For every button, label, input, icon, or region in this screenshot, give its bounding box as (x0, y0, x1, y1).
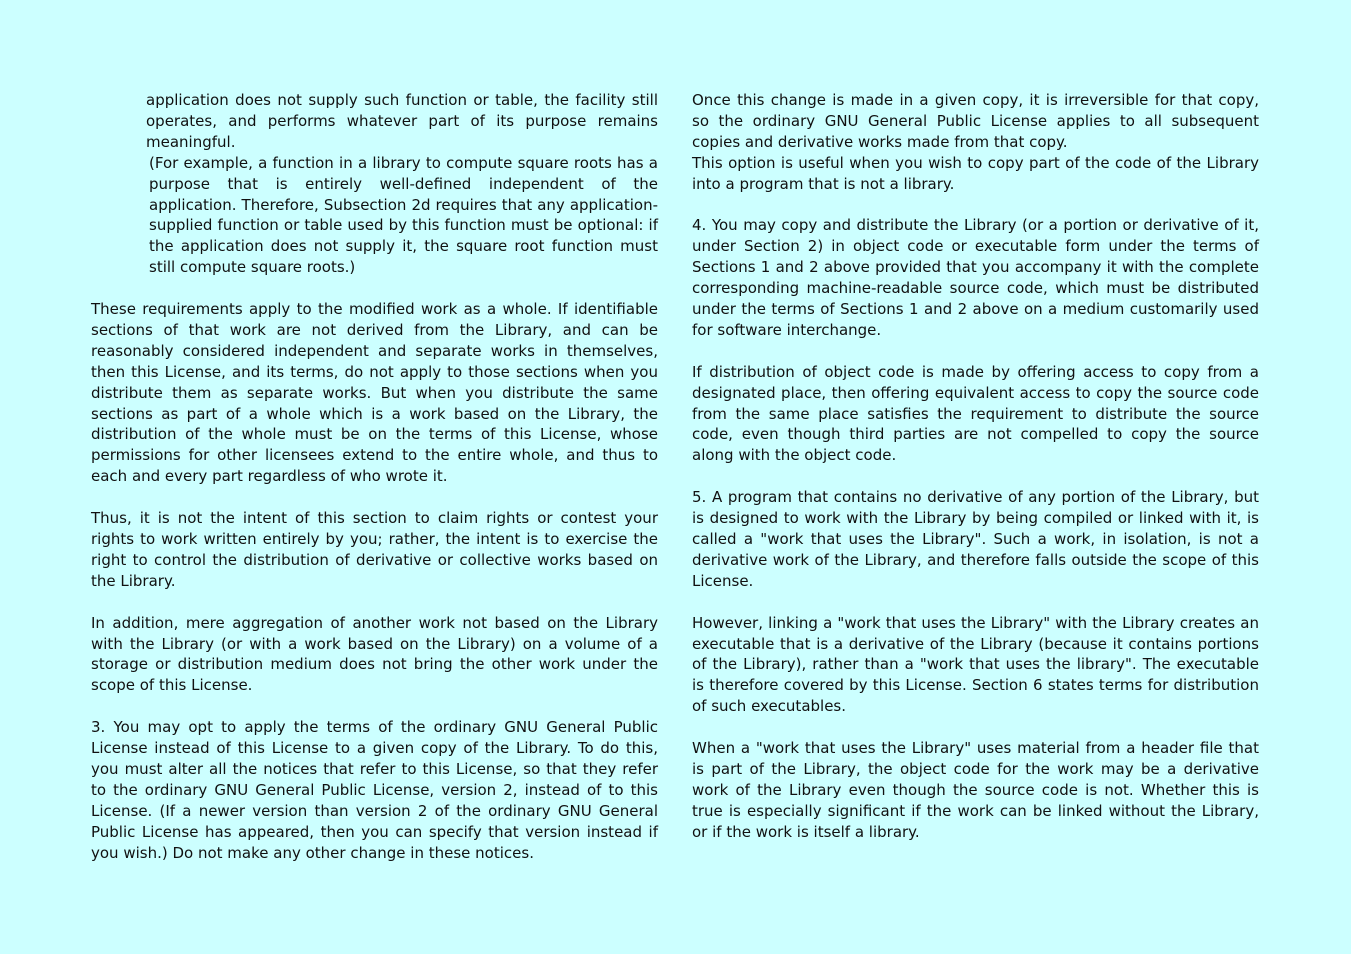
paragraph-section-3: 3. You may opt to apply the terms of the ordinary GNU General Public License instead of this License to a given copy of the Library. To do this, you must alter all the notices that refer to this License, so that they refer to the ordinary GNU General Public License, version 2, instead of to this License. (If a newer version than version 2 of the ordinary GNU General Public License has appeared, then you can specify that version instead if you wish.) Do not make any other change in these notices. (91, 718, 658, 862)
paragraph-irreversible-change: Once this change is made in a given copy, it is irreversible for that copy, so the ordinary GNU General Public License applies to all subsequent copies and derivative works made from that copy. (692, 91, 1259, 151)
paragraph-linking-executable: However, linking a "work that uses the Library" with the Library creates an executable that is a derivative of the Library (because it contains portions of the Library), rather than a "work that uses the library". The executable is therefore covered by this License. Section 6 states terms for distribution of such executables. (692, 613, 1259, 716)
paragraph-section-5: 5. A program that contains no derivative of any portion of the Library, but is designed to work with the Library by being compiled or linked with it, is called a "work that uses the Library". Such a work, in isolation, is not a derivative work of the Library, and therefore falls outside the scope of this License. (692, 488, 1259, 590)
right-column (692, 90, 1259, 863)
paragraph-requirements-apply: These requirements apply to the modified work as a whole. If identifiable sections of that work are not derived from the Library, and can be reasonably considered independent and separate works in themselves, then this License, and its terms, do not apply to those sections when you distribute them as separate works. But when you distribute the same sections as part of a whole which is a work based on the Library, the distribution of the whole must be on the terms of this License, whose permissions for other licensees extend to the entire whole, and thus to each and every part regardless of who wrote it. (91, 300, 658, 486)
paragraph-designated-place: If distribution of object code is made by offering access to copy from a designated place, then offering equivalent access to copy the source code from the same place satisfies the requirement to distribute the source code, even though third parties are not compelled to copy the source along with the object code. (692, 362, 1259, 465)
paragraph-option-useful: This option is useful when you wish to copy part of the code of the Library into a program that is not a library. (692, 153, 1259, 193)
paragraph-intent-of-section: Thus, it is not the intent of this section to claim rights or contest your rights to work written entirely by you; rather, the intent is to exercise the right to control the distribution of derivative or collective works based on the Library. (91, 509, 658, 590)
paragraph-header-file: When a "work that uses the Library" uses material from a header file that is part of the Library, the object code for the work may be a derivative work of the Library even though the source code is not. Whether this is true is especially significant if the work can be linked without the Library, or if the work is itself a library. (692, 739, 1259, 841)
left-column (91, 90, 658, 884)
paragraph-square-root-example: (For example, a function in a library to compute square roots has a purpose that is entirely well-defined independent of the application. Therefore, Subsection 2d requires that any application-supplied function or table used by this function must be optional: if the application does not supply it, the square root function must still compute square roots.) (149, 153, 658, 277)
paragraph-mere-aggregation: In addition, mere aggregation of another work not based on the Library with the Library (or with a work based on the Library) on a volume of a storage or distribution medium does not bring the other work under the scope of this License. (91, 613, 658, 695)
paragraph-facility-operates: application does not supply such function or table, the facility still operates, and performs whatever part of its purpose remains meaningful. (146, 91, 658, 151)
paragraph-section-4: 4. You may copy and distribute the Library (or a portion or derivative of it, under Section 2) in object code or executable form under the terms of Sections 1 and 2 above provided that you accompany it with the complete corresponding machine-readable source code, which must be distributed under the terms of Sections 1 and 2 above on a medium customarily used for software interchange. (692, 216, 1259, 339)
